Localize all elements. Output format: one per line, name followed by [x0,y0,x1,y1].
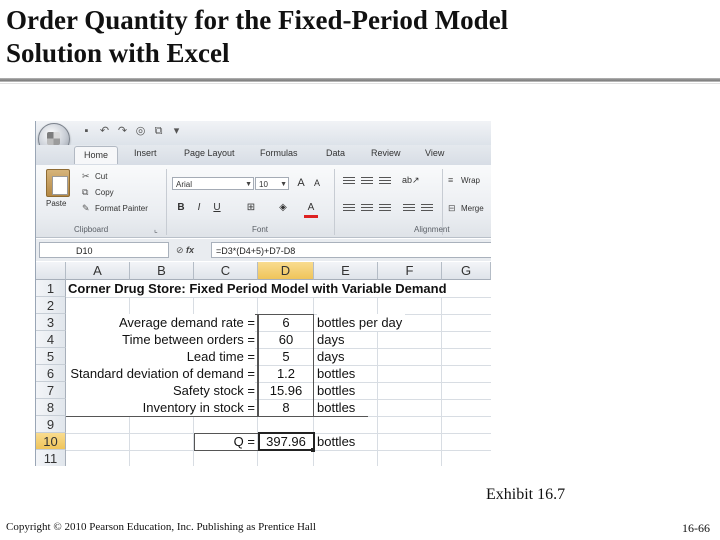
align-left-icon[interactable] [342,202,356,214]
tab-home[interactable]: Home [74,146,118,164]
param-unit-avg-demand[interactable]: bottles per day [317,314,405,331]
param-value-inventory[interactable]: 8 [282,400,290,415]
param-value-avg-demand[interactable]: 6 [282,315,290,330]
tab-insert[interactable]: Insert [134,148,157,158]
title-divider-shadow [0,83,720,84]
align-middle-icon[interactable] [360,175,374,187]
sheet-heading[interactable]: Corner Drug Store: Fixed Period Model with Variable Demand [68,280,451,297]
column-header-b[interactable]: B [130,262,194,280]
tab-page-layout[interactable]: Page Layout [184,148,235,158]
merge-button[interactable]: ⊟ Merge [448,203,484,213]
param-label-avg-demand[interactable]: Average demand rate = [66,314,255,331]
merge-cells-icon: ⊟ [448,203,456,213]
row-header-2[interactable]: 2 [36,297,66,314]
group-separator [334,169,335,235]
gridline [441,280,442,466]
gridline [377,280,378,466]
chevron-down-icon: ▼ [245,181,252,188]
customize-qat-icon[interactable]: ▾ [173,125,180,137]
clipboard-group-label: Clipboard [74,225,109,234]
row-header-3[interactable]: 3 [36,314,66,331]
paintbrush-icon: ✎ [82,203,90,213]
slide-title-line-1: Order Quantity for the Fixed-Period Model [6,5,509,35]
open-icon[interactable]: ⧉ [154,125,163,137]
scissors-icon: ✂ [82,171,90,181]
tab-view[interactable]: View [425,148,445,158]
align-right-icon[interactable] [378,202,392,214]
row-header-5[interactable]: 5 [36,348,66,365]
row-header-9[interactable]: 9 [36,416,66,433]
result-value[interactable]: 397.96 [266,434,306,449]
format-painter-button[interactable]: ✎ Format Painter [82,203,148,213]
font-name-combo[interactable]: Arial ▼ [172,177,254,190]
slide-title [6,4,508,70]
shrink-font-icon[interactable]: A [313,178,320,188]
underline-button[interactable]: U [213,202,221,213]
param-unit-std-dev[interactable]: bottles [317,366,356,381]
title-divider [0,78,720,82]
print-preview-icon[interactable]: ◎ [135,125,146,137]
redo-icon[interactable]: ↷ [117,125,128,137]
column-header-c[interactable]: C [194,262,258,280]
copyright-footer: Copyright © 2010 Pearson Education, Inc. Publishing as Prentice Hall [6,521,316,533]
fill-color-icon[interactable]: ◈ [279,202,287,213]
param-unit-safety-stock[interactable]: bottles [317,383,356,398]
dialog-launcher-icon[interactable]: ⌞ [154,225,158,234]
row-header-11[interactable]: 11 [36,450,66,466]
row-header-4[interactable]: 4 [36,331,66,348]
tab-review[interactable]: Review [371,148,401,158]
param-value-std-dev[interactable]: 1.2 [276,366,296,381]
wrap-text-icon: ≡ [448,175,454,185]
italic-button[interactable]: I [197,202,201,213]
select-all-corner[interactable] [36,262,66,280]
paste-icon[interactable] [46,169,70,197]
param-value-time-between[interactable]: 60 [278,332,294,347]
copy-button[interactable]: ⧉ Copy [82,187,114,197]
wrap-text-button[interactable]: ≡ Wrap [448,175,480,185]
column-header-f[interactable]: F [378,262,442,280]
chevron-down-icon: ▼ [280,181,287,188]
excel-window [35,121,491,466]
save-icon[interactable]: ▪ [84,125,89,137]
tab-data[interactable]: Data [326,148,346,158]
font-size-combo[interactable]: 10 ▼ [255,177,289,190]
borders-icon[interactable]: ⊞ [246,202,256,213]
page-number: 16-66 [682,521,710,535]
align-top-icon[interactable] [342,175,356,187]
grow-font-icon[interactable]: A [297,177,305,189]
param-unit-inventory[interactable]: bottles [317,400,356,415]
group-separator [166,169,167,235]
quick-access-toolbar [36,121,491,145]
decrease-indent-icon[interactable] [402,202,416,214]
orientation-icon[interactable]: ab↗ [402,175,420,185]
row-header-10[interactable]: 10 [36,433,66,450]
column-header-d[interactable]: D [258,262,314,280]
column-header-a[interactable]: A [66,262,130,280]
row-header-8[interactable]: 8 [36,399,66,416]
cut-button[interactable]: ✂ Cut [82,171,108,181]
row-header-7[interactable]: 7 [36,382,66,399]
column-header-g[interactable]: G [442,262,491,280]
row-header-1[interactable]: 1 [36,280,66,297]
param-value-lead-time[interactable]: 5 [282,349,290,364]
gridline [66,297,491,298]
paste-button[interactable]: Paste [46,199,67,208]
alignment-group-label: Alignment [414,225,450,234]
insert-function-icon[interactable]: ⊘ fx [176,245,195,255]
exhibit-label: Exhibit 16.7 [486,486,566,503]
fill-handle[interactable] [311,448,315,452]
param-label-time-between[interactable]: Time between orders = [66,331,255,348]
param-unit-lead-time[interactable]: days [317,349,345,364]
copy-icon: ⧉ [82,187,89,197]
param-label-lead-time[interactable]: Lead time = [66,348,255,365]
ribbon-tabs [36,145,491,165]
ribbon [36,165,491,238]
increase-indent-icon[interactable] [420,202,434,214]
name-box[interactable]: D10 [39,242,169,258]
font-group-label: Font [252,225,269,234]
param-label-std-dev[interactable]: Standard deviation of demand = [66,365,255,382]
formula-input[interactable]: =D3*(D4+5)+D7-D8 [211,242,491,258]
bold-button[interactable]: B [177,202,185,213]
row-header-6[interactable]: 6 [36,365,66,382]
align-center-icon[interactable] [360,202,374,214]
font-color-button[interactable]: A [304,201,318,218]
param-label-safety-stock[interactable]: Safety stock = [66,382,255,399]
align-bottom-icon[interactable] [378,175,392,187]
param-unit-time-between[interactable]: days [317,332,345,347]
formula-bar [36,239,491,261]
tab-formulas[interactable]: Formulas [260,148,298,158]
param-value-safety-stock[interactable]: 15.96 [269,383,303,398]
column-header-e[interactable]: E [314,262,378,280]
office-logo-icon [47,132,60,145]
slide-title-line-2: Solution with Excel [6,38,230,68]
param-label-inventory[interactable]: Inventory in stock = [66,399,255,416]
result-label[interactable]: Q = [233,434,255,449]
worksheet-grid [36,262,491,466]
result-unit[interactable]: bottles [317,434,356,449]
undo-icon[interactable]: ↶ [99,125,110,137]
